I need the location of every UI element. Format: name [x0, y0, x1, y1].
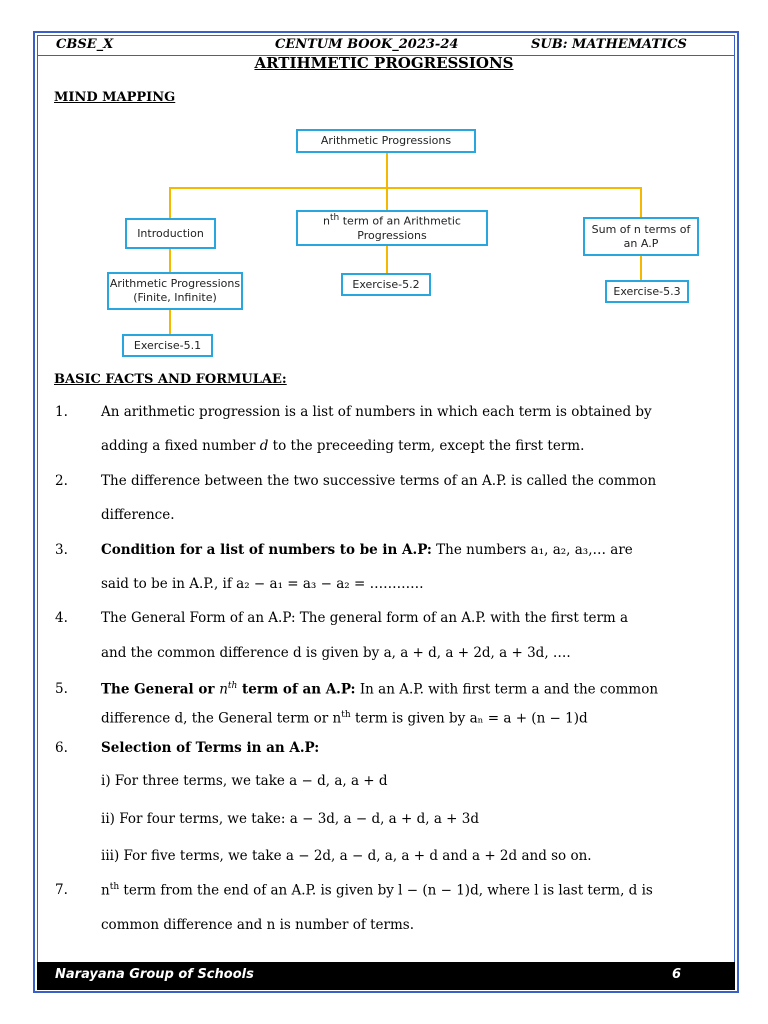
connector-to-intro	[169, 187, 171, 219]
mindmap-intro-node: Introduction	[125, 218, 216, 249]
item-number-7: 7.	[55, 882, 68, 898]
connector-sum-ex53	[640, 256, 642, 281]
item-7-line-2: common difference and n is number of terms.	[101, 917, 414, 933]
connector-finite-ex51	[169, 309, 171, 334]
item-number-4: 4.	[55, 610, 68, 626]
item-6-heading: Selection of Terms in an A.P:	[101, 740, 320, 756]
item-3-line-1: Condition for a list of numbers to be in A.P: The numbers a₁, a₂, a₃,… are	[101, 542, 633, 558]
connector-to-sum	[640, 187, 642, 217]
mindmap-exercise-5-2: Exercise-5.2	[341, 273, 431, 296]
item-number-3: 3.	[55, 542, 68, 558]
item-number-1: 1.	[55, 404, 68, 420]
header-class: CBSE_X	[56, 37, 114, 52]
header-book: CENTUM BOOK_2023-24	[275, 37, 459, 52]
item-4-line-1: The General Form of an A.P: The general form of an A.P. with the first term a	[101, 610, 629, 626]
item-1-line-2: adding a fixed number d to the preceeding term, except the first term.	[101, 438, 585, 454]
item-6-three-terms: i) For three terms, we take a − d, a, a + d	[101, 773, 388, 789]
item-number-2: 2.	[55, 473, 68, 489]
connector-nth-ex52	[386, 245, 388, 274]
mindmap-exercise-5-1: Exercise-5.1	[122, 334, 213, 357]
item-number-6: 6.	[55, 740, 68, 756]
connector-horizontal	[169, 187, 641, 189]
mindmap-exercise-5-3: Exercise-5.3	[605, 280, 689, 303]
mindmap-finite-infinite-node: Arithmetic Progressions (Finite, Infinite)	[107, 272, 243, 310]
mindmap-root-node: Arithmetic Progressions	[296, 129, 476, 153]
item-2-line-1: The difference between the two successive terms of an A.P. is called the common	[101, 473, 657, 489]
header-subject: SUB: MATHEMATICS	[531, 37, 687, 52]
page-title: ARTIHMETIC PROGRESSIONS	[254, 54, 514, 72]
item-1-line-1: An arithmetic progression is a list of numbers in which each term is obtained by	[101, 404, 652, 420]
item-2-line-2: difference.	[101, 507, 175, 523]
connector-to-nth	[386, 187, 388, 211]
item-7-line-1: $n^{th}$ term from the end of an A.P. is given by l − (n − 1)d, where l is last term, d is	[101, 882, 653, 899]
item-number-5: 5.	[55, 681, 68, 697]
footer-page-number: 6	[672, 967, 682, 982]
item-6-five-terms: iii) For five terms, we take a − 2d, a − d, a, a + d and a + 2d and so on.	[101, 848, 592, 864]
mindmap-sum-node: Sum of n terms of an A.P	[583, 217, 699, 256]
facts-heading: BASIC FACTS AND FORMULAE:	[54, 372, 287, 387]
mindmap-nth-term-node: $n^{th}$ term of an Arithmetic Progressions	[296, 210, 488, 246]
footer-school-name: Narayana Group of Schools	[55, 967, 254, 982]
item-6-four-terms: ii) For four terms, we take: a − 3d, a − d, a + d, a + 3d	[101, 811, 480, 827]
item-5-line-2: difference d, the General term or $n^{th}$ term is given by aₙ = a + (n − 1)d	[101, 710, 588, 727]
mind-mapping-heading: MIND MAPPING	[54, 90, 176, 105]
connector-intro-finite	[169, 249, 171, 273]
item-5-line-1: The General or $n^{th}$ term of an A.P: In an A.P. with first term a and the common	[101, 681, 659, 698]
connector-root-down	[386, 152, 388, 188]
item-4-line-2: and the common difference d is given by a, a + d, a + 2d, a + 3d, ….	[101, 645, 571, 661]
item-3-line-2: said to be in A.P., if a₂ − a₁ = a₃ − a₂ = …………	[101, 576, 424, 592]
